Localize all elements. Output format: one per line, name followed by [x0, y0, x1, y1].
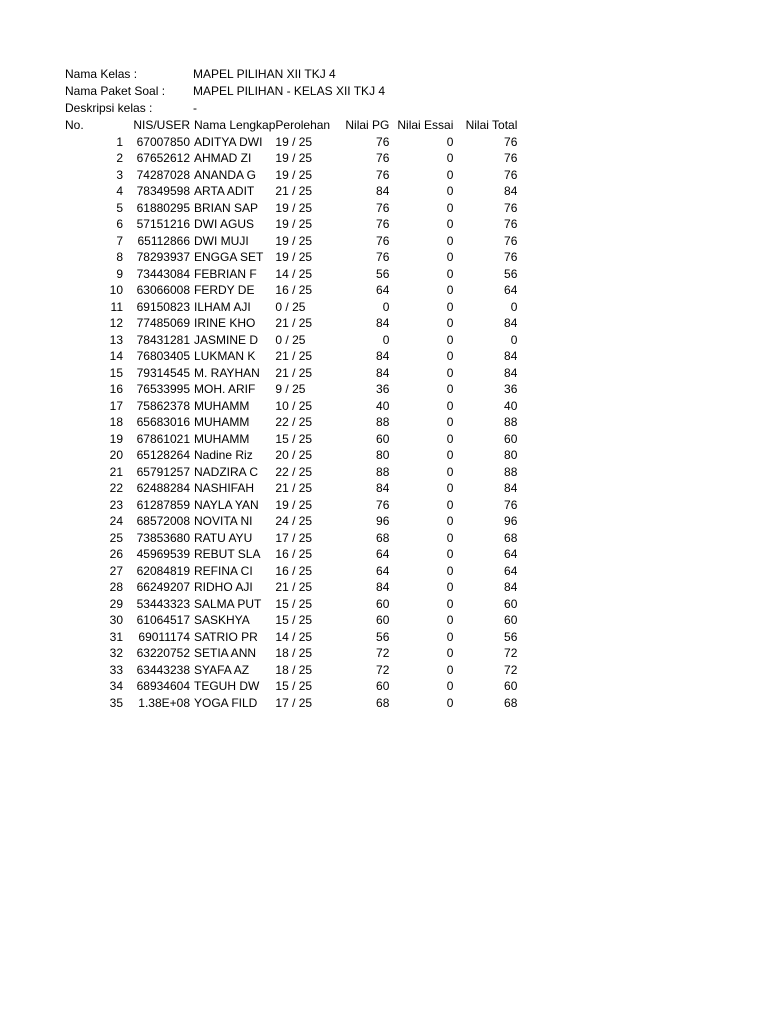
table-row	[65, 563, 517, 580]
cell-nilai-essai: 0	[446, 514, 454, 528]
cell-name: FEBRIAN F	[194, 266, 257, 281]
cell-no: 23	[109, 497, 123, 512]
cell-nilai-total: 96	[504, 514, 518, 528]
table-row	[65, 431, 517, 448]
cell-nilai-essai: 0	[446, 580, 454, 594]
cell-perolehan: 18 / 25	[275, 662, 313, 677]
cell-nis: 66249207	[136, 580, 190, 594]
cell-nilai-total: 56	[504, 629, 518, 644]
cell-perolehan: 15 / 25	[275, 613, 313, 627]
cell-nilai-pg: 36	[376, 382, 390, 396]
cell-perolehan: 9 / 25	[275, 382, 306, 396]
cell-nilai-pg: 64	[376, 547, 390, 561]
cell-nis: 62488284	[136, 481, 190, 495]
cell-perolehan: 16 / 25	[275, 547, 313, 561]
cell-name: FERDY DE	[194, 283, 255, 297]
cell-nilai-essai: 0	[446, 448, 454, 462]
cell-no: 5	[116, 200, 123, 215]
cell-no: 15	[109, 365, 123, 380]
cell-nilai-pg: 64	[376, 283, 390, 297]
cell-nilai-essai: 0	[446, 497, 454, 512]
cell-perolehan: 19 / 25	[275, 233, 313, 248]
cell-nilai-essai: 0	[446, 481, 454, 495]
header-perolehan: Perolehan	[275, 118, 331, 132]
cell-no: 32	[109, 646, 123, 660]
cell-nilai-essai: 0	[446, 217, 454, 231]
cell-name: ADITYA DWI	[194, 134, 263, 149]
cell-perolehan: 15 / 25	[275, 431, 313, 446]
table-row	[65, 530, 517, 547]
cell-nilai-essai: 0	[446, 695, 454, 710]
cell-perolehan: 19 / 25	[275, 217, 313, 231]
table-row	[65, 299, 517, 316]
cell-name: BRIAN SAP	[194, 200, 259, 215]
cell-name: M. RAYHAN	[194, 365, 260, 380]
cell-nilai-pg: 84	[376, 481, 390, 495]
cell-nilai-pg: 80	[376, 448, 390, 462]
header-nilai-essai: Nilai Essai	[397, 118, 454, 132]
cell-name: SYAFA AZ	[194, 662, 250, 677]
cell-no: 33	[109, 662, 123, 677]
cell-no: 21	[109, 464, 123, 479]
question-package-label: Nama Paket Soal :	[65, 84, 166, 98]
table-body	[65, 134, 517, 712]
cell-nilai-total: 84	[504, 316, 518, 330]
header-nilai-total: Nilai Total	[465, 118, 518, 132]
cell-name: NASHIFAH	[194, 481, 255, 495]
cell-nis: 69011174	[138, 629, 190, 644]
header-nis: NIS/USER	[133, 118, 190, 132]
cell-nis: 67007850	[136, 134, 190, 149]
cell-nilai-pg: 76	[376, 250, 390, 264]
cell-name: SETIA ANN	[194, 646, 257, 660]
cell-no: 27	[109, 563, 123, 578]
cell-perolehan: 19 / 25	[275, 151, 313, 165]
table-row	[65, 480, 517, 497]
cell-nilai-essai: 0	[446, 629, 454, 644]
cell-nilai-total: 80	[504, 448, 518, 462]
cell-perolehan: 22 / 25	[275, 464, 313, 479]
cell-nilai-pg: 84	[376, 184, 390, 198]
cell-nis: 1.38E+08	[138, 695, 190, 710]
table-row	[65, 266, 517, 283]
cell-nilai-total: 60	[504, 596, 518, 611]
cell-nilai-total: 60	[504, 679, 518, 693]
cell-nis: 78431281	[136, 332, 190, 347]
cell-nilai-total: 76	[504, 167, 518, 182]
table-row	[65, 315, 517, 332]
cell-name: SALMA PUT	[194, 596, 262, 611]
cell-no: 6	[116, 217, 123, 231]
cell-nis: 76533995	[136, 382, 190, 396]
cell-nis: 61880295	[136, 200, 190, 215]
cell-name: Nadine Riz	[194, 448, 253, 462]
cell-perolehan: 19 / 25	[275, 134, 313, 149]
cell-nis: 75862378	[136, 398, 190, 413]
cell-no: 26	[109, 547, 123, 561]
cell-nis: 65683016	[136, 415, 190, 429]
cell-perolehan: 14 / 25	[275, 629, 313, 644]
cell-nis: 73853680	[136, 530, 190, 545]
cell-nilai-pg: 96	[376, 514, 390, 528]
cell-nis: 74287028	[136, 167, 190, 182]
cell-perolehan: 21 / 25	[275, 184, 313, 198]
cell-nilai-essai: 0	[446, 184, 454, 198]
cell-perolehan: 19 / 25	[275, 167, 313, 182]
class-description-value: -	[193, 101, 197, 115]
cell-perolehan: 19 / 25	[275, 497, 313, 512]
cell-no: 16	[109, 382, 123, 396]
cell-perolehan: 17 / 25	[275, 695, 313, 710]
cell-perolehan: 21 / 25	[275, 481, 313, 495]
cell-nilai-essai: 0	[446, 349, 454, 363]
cell-perolehan: 21 / 25	[275, 365, 313, 380]
table-row	[65, 447, 517, 464]
cell-nis: 61064517	[136, 613, 190, 627]
cell-name: MOH. ARIF	[194, 382, 256, 396]
score-table	[65, 117, 517, 711]
cell-nis: 62084819	[136, 563, 190, 578]
table-row	[65, 348, 517, 365]
cell-name: REFINA CI	[194, 563, 253, 578]
cell-nilai-total: 84	[504, 365, 518, 380]
cell-no: 11	[110, 299, 123, 314]
cell-name: MUHAMM	[194, 431, 250, 446]
cell-name: DWI AGUS	[194, 217, 255, 231]
cell-nis: 63220752	[136, 646, 190, 660]
cell-nilai-total: 76	[504, 250, 518, 264]
cell-name: ARTA ADIT	[194, 184, 255, 198]
cell-nilai-pg: 60	[376, 596, 390, 611]
cell-nilai-total: 0	[510, 299, 518, 314]
table-row	[65, 150, 517, 167]
cell-nilai-total: 88	[504, 415, 518, 429]
cell-perolehan: 24 / 25	[275, 514, 313, 528]
cell-no: 24	[109, 514, 123, 528]
cell-nilai-pg: 76	[376, 167, 390, 182]
cell-perolehan: 0 / 25	[275, 299, 306, 314]
table-row	[65, 398, 517, 415]
cell-nilai-pg: 56	[376, 629, 390, 644]
cell-no: 20	[109, 448, 123, 462]
cell-nilai-pg: 68	[376, 695, 390, 710]
class-name-value: MAPEL PILIHAN XII TKJ 4	[193, 67, 336, 81]
question-package-value: MAPEL PILIHAN - KELAS XII TKJ 4	[193, 84, 386, 98]
cell-name: IRINE KHO	[194, 316, 256, 330]
cell-name: NAYLA YAN	[194, 497, 259, 512]
cell-perolehan: 17 / 25	[275, 530, 313, 545]
header-nilai-pg: Nilai PG	[345, 118, 390, 132]
cell-perolehan: 22 / 25	[275, 415, 313, 429]
cell-nis: 63443238	[136, 662, 190, 677]
table-row	[65, 645, 517, 662]
cell-nis: 73443084	[136, 266, 190, 281]
cell-nilai-essai: 0	[446, 283, 454, 297]
cell-nilai-total: 76	[504, 233, 518, 248]
cell-nilai-total: 76	[504, 217, 518, 231]
cell-name: RIDHO AJI	[194, 580, 253, 594]
cell-nilai-total: 60	[504, 431, 518, 446]
cell-nilai-total: 72	[504, 662, 518, 677]
cell-no: 18	[109, 415, 123, 429]
header-name: Nama Lengkap	[194, 118, 276, 132]
cell-no: 29	[109, 596, 123, 611]
cell-nilai-essai: 0	[446, 365, 454, 380]
table-row	[65, 200, 517, 217]
cell-nilai-pg: 84	[376, 580, 390, 594]
cell-no: 9	[116, 266, 123, 281]
cell-no: 30	[109, 613, 123, 627]
cell-name: TEGUH DW	[194, 679, 260, 693]
cell-no: 25	[109, 530, 123, 545]
cell-nilai-pg: 72	[376, 662, 390, 677]
table-row	[65, 332, 517, 349]
table-row	[65, 695, 517, 712]
cell-nilai-pg: 68	[376, 530, 390, 545]
table-row	[65, 167, 517, 184]
cell-no: 4	[116, 184, 123, 198]
cell-nis: 45969539	[136, 547, 190, 561]
table-header-row	[65, 117, 517, 134]
cell-perolehan: 0 / 25	[275, 332, 306, 347]
cell-name: MUHAMM	[194, 415, 250, 429]
cell-nilai-essai: 0	[446, 398, 454, 413]
cell-nilai-total: 0	[510, 332, 518, 347]
cell-no: 8	[116, 250, 123, 264]
cell-nis: 78349598	[136, 184, 190, 198]
cell-nilai-essai: 0	[446, 316, 454, 330]
cell-nilai-essai: 0	[446, 613, 454, 627]
cell-nilai-essai: 0	[446, 415, 454, 429]
cell-nilai-essai: 0	[446, 250, 454, 264]
cell-name: ANANDA G	[194, 167, 257, 182]
cell-nilai-essai: 0	[446, 530, 454, 545]
cell-no: 22	[109, 481, 123, 495]
cell-perolehan: 16 / 25	[275, 563, 313, 578]
table-row	[65, 282, 517, 299]
cell-nilai-total: 68	[504, 530, 518, 545]
cell-no: 34	[109, 679, 123, 693]
cell-nis: 69150823	[136, 299, 190, 314]
class-description-label: Deskripsi kelas :	[65, 101, 153, 115]
cell-nis: 67652612	[136, 151, 190, 165]
cell-no: 7	[116, 233, 123, 248]
cell-nilai-pg: 88	[376, 415, 390, 429]
cell-nilai-pg: 76	[376, 497, 390, 512]
cell-nilai-pg: 76	[376, 151, 390, 165]
cell-nilai-total: 40	[504, 398, 518, 413]
cell-nilai-essai: 0	[446, 299, 454, 314]
cell-name: SATRIO PR	[194, 629, 258, 644]
cell-nilai-pg: 60	[376, 431, 390, 446]
table-row	[65, 414, 517, 431]
cell-nilai-pg: 60	[376, 679, 390, 693]
cell-nis: 77485069	[136, 316, 190, 330]
cell-perolehan: 21 / 25	[275, 580, 313, 594]
cell-nis: 65112866	[137, 233, 190, 248]
table-row	[65, 497, 517, 514]
table-row	[65, 546, 517, 563]
cell-name: RATU AYU	[194, 530, 253, 545]
table-row	[65, 513, 517, 530]
cell-nilai-total: 64	[504, 283, 518, 297]
cell-nilai-total: 76	[504, 134, 518, 149]
cell-nilai-total: 64	[504, 563, 518, 578]
table-row	[65, 464, 517, 481]
cell-nilai-total: 84	[504, 580, 518, 594]
cell-nilai-pg: 76	[376, 134, 390, 149]
cell-nis: 68934604	[136, 679, 190, 693]
cell-nilai-essai: 0	[446, 431, 454, 446]
cell-nilai-total: 56	[504, 266, 518, 281]
cell-name: ILHAM AJI	[194, 299, 251, 314]
cell-nilai-pg: 60	[376, 613, 390, 627]
cell-name: REBUT SLA	[194, 547, 261, 561]
cell-perolehan: 21 / 25	[275, 349, 313, 363]
cell-nis: 65128264	[136, 448, 190, 462]
cell-perolehan: 10 / 25	[275, 398, 313, 413]
cell-nilai-essai: 0	[446, 646, 454, 660]
cell-nilai-pg: 0	[382, 332, 390, 347]
table-row	[65, 579, 517, 596]
cell-name: JASMINE D	[194, 332, 259, 347]
cell-nilai-essai: 0	[446, 662, 454, 677]
cell-name: YOGA FILD	[194, 695, 258, 710]
cell-nilai-essai: 0	[446, 547, 454, 561]
cell-nilai-total: 84	[504, 184, 518, 198]
cell-nis: 68572008	[136, 514, 190, 528]
class-name-label: Nama Kelas :	[65, 67, 138, 81]
table-row	[65, 596, 517, 613]
cell-no: 10	[109, 283, 123, 297]
table-row	[65, 678, 517, 695]
cell-no: 3	[116, 167, 123, 182]
cell-nis: 79314545	[136, 365, 190, 380]
cell-nis: 61287859	[136, 497, 190, 512]
cell-nilai-pg: 72	[376, 646, 390, 660]
cell-no: 13	[109, 332, 123, 347]
cell-nilai-essai: 0	[446, 464, 454, 479]
cell-nilai-pg: 40	[376, 398, 390, 413]
cell-nilai-essai: 0	[446, 266, 454, 281]
cell-nilai-total: 88	[504, 464, 518, 479]
cell-nilai-essai: 0	[446, 596, 454, 611]
cell-nis: 76803405	[136, 349, 190, 363]
cell-nis: 78293937	[136, 250, 190, 264]
cell-perolehan: 15 / 25	[275, 596, 313, 611]
cell-nilai-pg: 76	[376, 233, 390, 248]
cell-nilai-total: 76	[504, 200, 518, 215]
cell-perolehan: 15 / 25	[275, 679, 313, 693]
cell-no: 19	[109, 431, 123, 446]
cell-nis: 57151216	[136, 217, 190, 231]
cell-no: 2	[116, 151, 123, 165]
cell-nilai-essai: 0	[446, 679, 454, 693]
cell-nilai-total: 36	[504, 382, 518, 396]
table-row	[65, 134, 517, 151]
cell-nilai-pg: 64	[376, 563, 390, 578]
table-row	[65, 381, 517, 398]
cell-nilai-pg: 84	[376, 365, 390, 380]
cell-perolehan: 19 / 25	[275, 200, 313, 215]
cell-name: AHMAD ZI	[194, 151, 252, 165]
cell-perolehan: 19 / 25	[275, 250, 313, 264]
cell-perolehan: 20 / 25	[275, 448, 313, 462]
cell-nilai-pg: 84	[376, 316, 390, 330]
cell-nilai-total: 64	[504, 547, 518, 561]
cell-no: 17	[109, 398, 123, 413]
cell-nilai-essai: 0	[446, 332, 454, 347]
cell-nilai-essai: 0	[446, 151, 454, 165]
cell-nilai-essai: 0	[446, 233, 454, 248]
cell-no: 31	[109, 629, 123, 644]
table-row	[65, 662, 517, 679]
table-row	[65, 612, 517, 629]
cell-nilai-total: 72	[504, 646, 518, 660]
cell-no: 35	[109, 695, 123, 710]
cell-perolehan: 16 / 25	[275, 283, 313, 297]
cell-no: 1	[116, 134, 123, 149]
cell-name: NOVITA NI	[194, 514, 253, 528]
cell-name: LUKMAN K	[194, 349, 256, 363]
table-row	[65, 249, 517, 266]
cell-perolehan: 18 / 25	[275, 646, 313, 660]
cell-nilai-essai: 0	[446, 200, 454, 215]
cell-nilai-pg: 76	[376, 217, 390, 231]
cell-nilai-total: 76	[504, 497, 518, 512]
cell-no: 12	[109, 316, 123, 330]
table-row	[65, 365, 517, 382]
cell-nilai-total: 76	[504, 151, 518, 165]
table-row	[65, 629, 517, 646]
table-row	[65, 183, 517, 200]
cell-nilai-pg: 0	[382, 299, 390, 314]
header-no: No.	[65, 118, 84, 132]
cell-nilai-total: 68	[504, 695, 518, 710]
cell-name: DWI MUJI	[194, 233, 249, 248]
table-row	[65, 216, 517, 233]
cell-no: 28	[109, 580, 123, 594]
cell-nilai-essai: 0	[446, 134, 454, 149]
cell-nilai-pg: 76	[376, 200, 390, 215]
cell-nilai-essai: 0	[446, 382, 454, 396]
cell-nis: 63066008	[136, 283, 190, 297]
cell-nilai-pg: 56	[376, 266, 390, 281]
cell-nis: 53443323	[136, 596, 190, 611]
cell-nilai-total: 60	[504, 613, 518, 627]
cell-nilai-essai: 0	[446, 563, 454, 578]
table-row	[65, 233, 517, 250]
cell-nis: 65791257	[136, 464, 190, 479]
cell-nis: 67861021	[136, 431, 190, 446]
cell-name: NADZIRA C	[194, 464, 259, 479]
cell-nilai-essai: 0	[446, 167, 454, 182]
cell-name: ENGGA SET	[194, 250, 264, 264]
cell-no: 14	[109, 349, 123, 363]
cell-name: MUHAMM	[194, 398, 250, 413]
cell-nilai-pg: 88	[376, 464, 390, 479]
cell-name: SASKHYA	[194, 613, 250, 627]
cell-nilai-pg: 84	[376, 349, 390, 363]
cell-nilai-total: 84	[504, 481, 518, 495]
cell-perolehan: 21 / 25	[275, 316, 313, 330]
cell-nilai-total: 84	[504, 349, 518, 363]
cell-perolehan: 14 / 25	[275, 266, 313, 281]
